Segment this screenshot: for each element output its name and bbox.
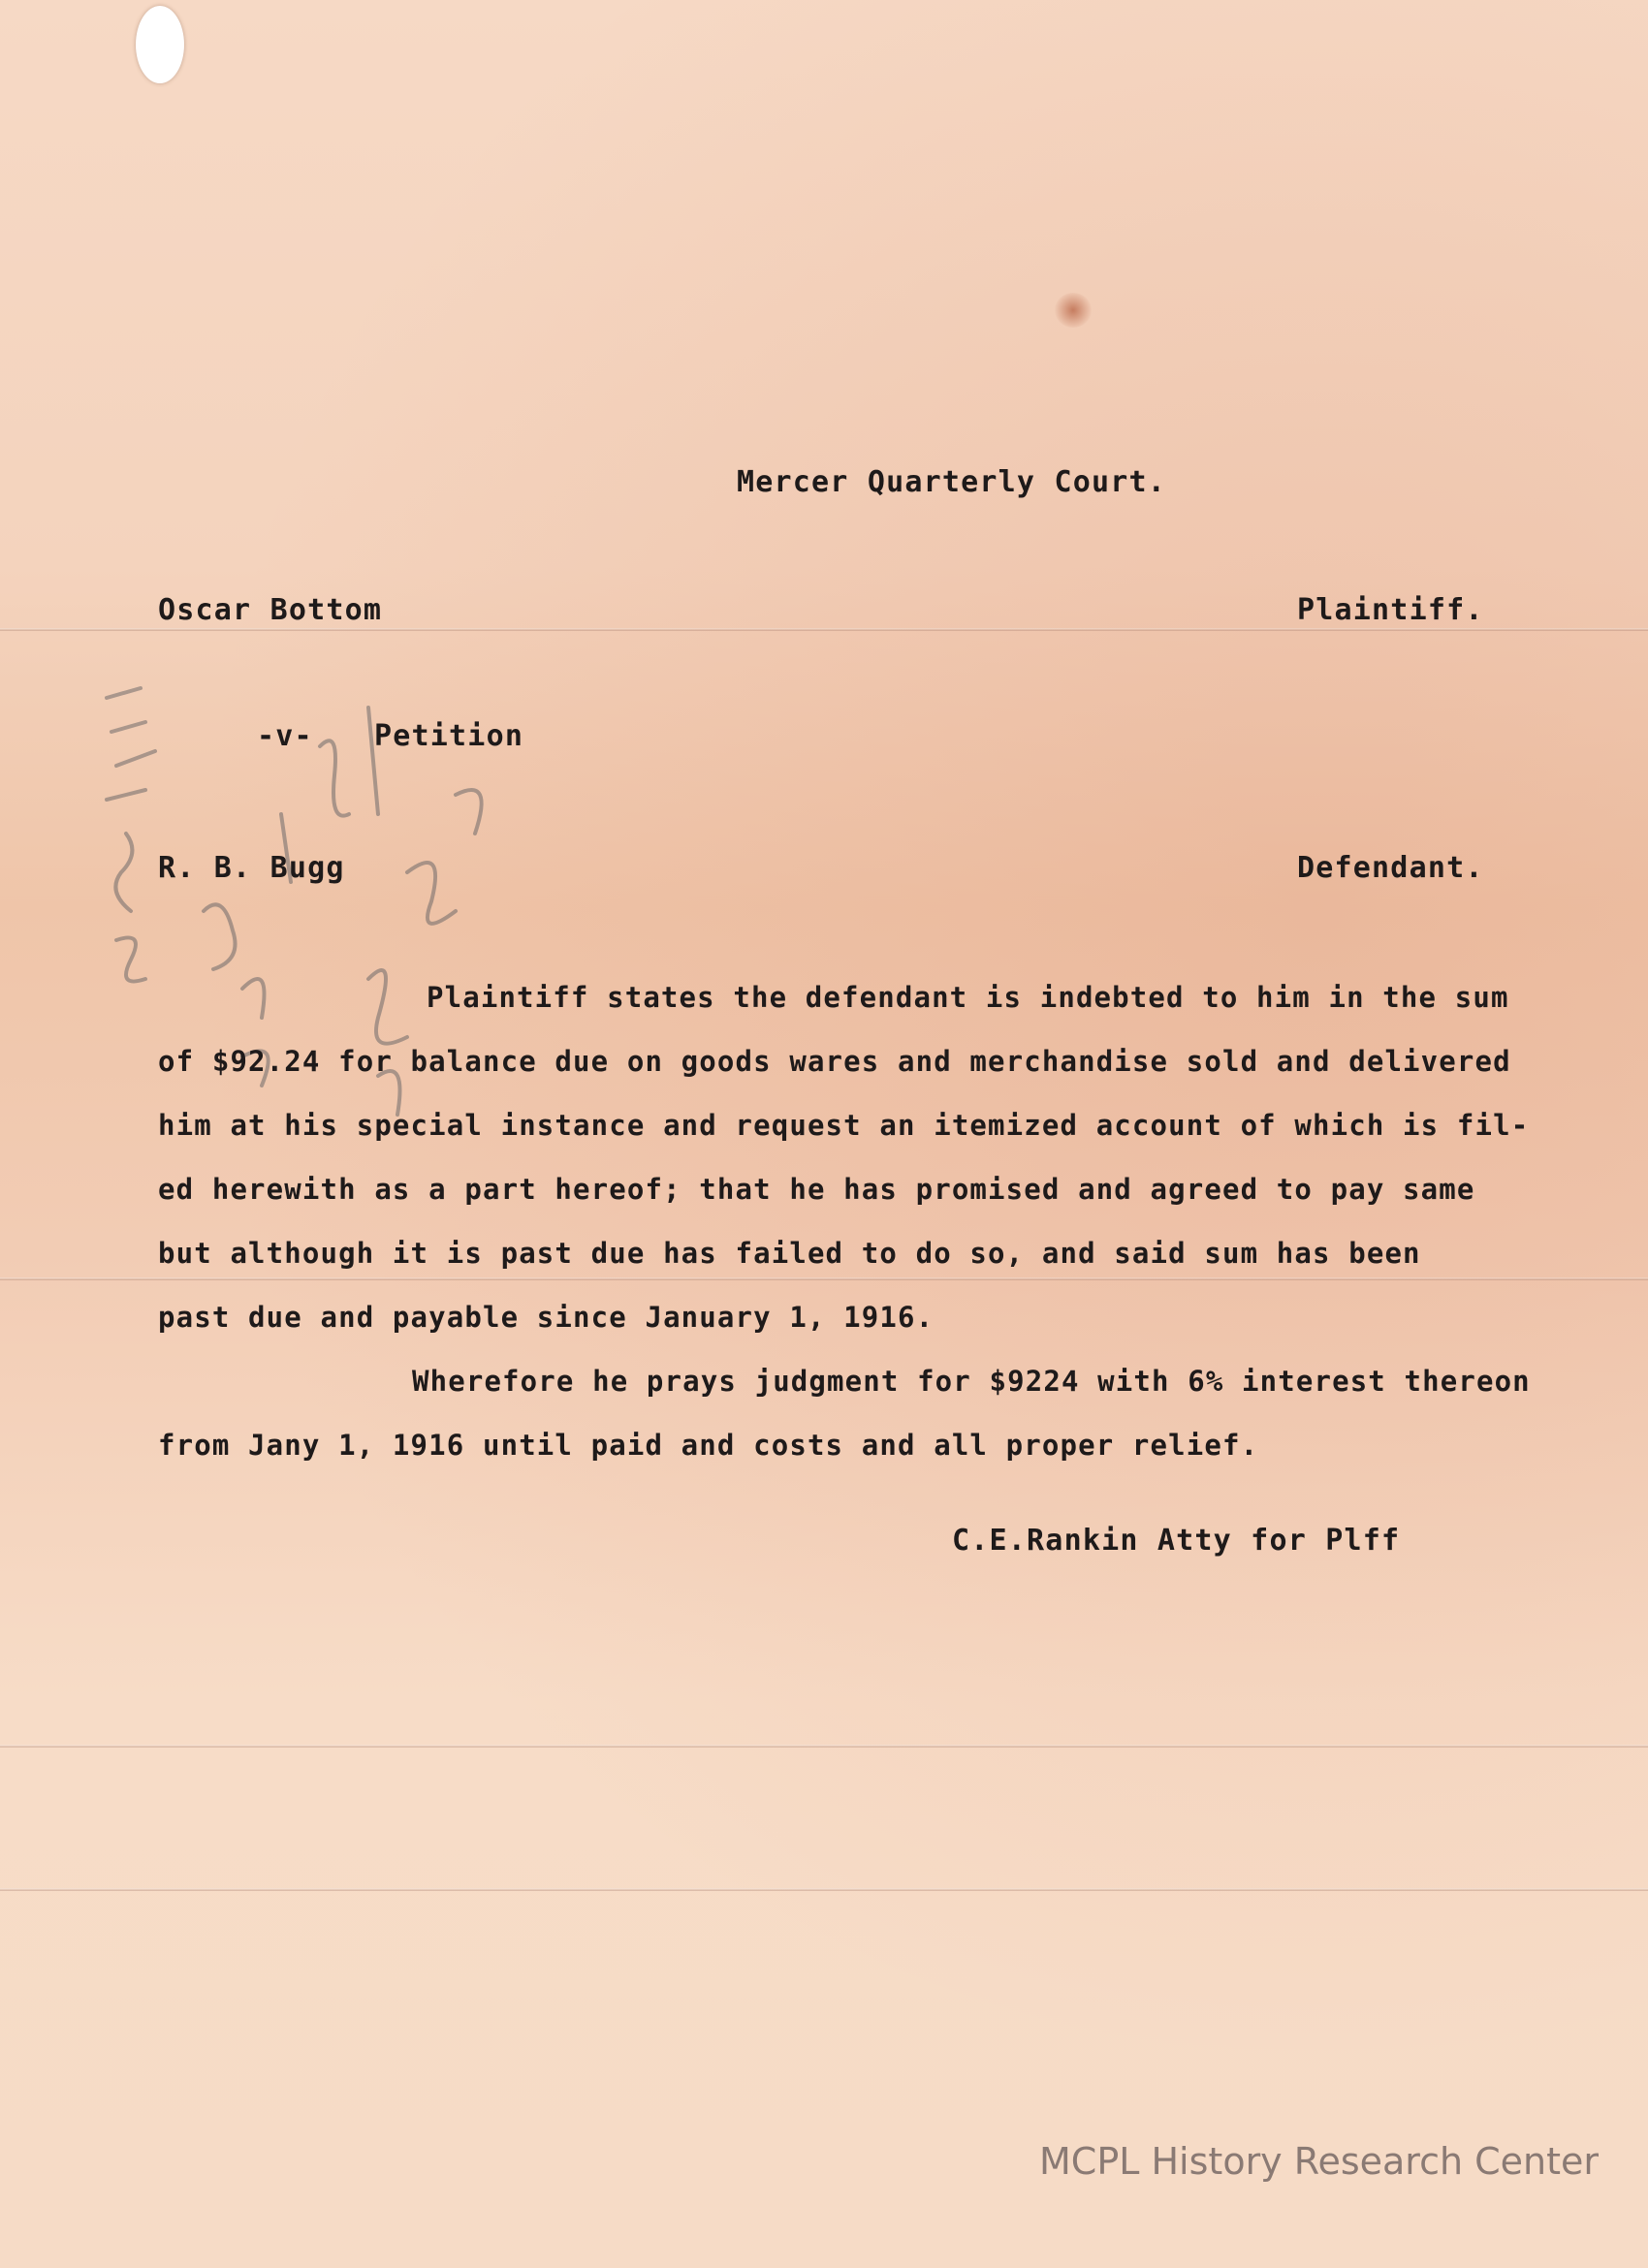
defendant-role: Defendant. xyxy=(1297,851,1484,885)
paper-fold-line xyxy=(0,1745,1648,1748)
body-line: ed herewith as a part hereof; that he has promised and agreed to pay same xyxy=(158,1173,1475,1206)
paper-stain xyxy=(1055,293,1092,328)
document-type: Petition xyxy=(374,719,524,753)
paper-fold-line xyxy=(0,1277,1648,1280)
defendant-name: R. B. Bugg xyxy=(158,851,345,885)
plaintiff-name: Oscar Bottom xyxy=(158,593,383,627)
body-line: past due and payable since January 1, 1916. xyxy=(158,1301,935,1334)
body-line: him at his special instance and request an itemized account of which is fil- xyxy=(158,1109,1530,1142)
court-title: Mercer Quarterly Court. xyxy=(737,465,1167,499)
attorney-signature-line: C.E.Rankin Atty for Plff xyxy=(952,1524,1401,1558)
body-line: but although it is past due has failed to do so, and said sum has been xyxy=(158,1237,1421,1270)
body-line: from Jany 1, 1916 until paid and costs and all proper relief. xyxy=(158,1429,1259,1462)
watermark: MCPL History Research Center xyxy=(1039,2140,1600,2183)
versus-label: -v- xyxy=(257,719,313,753)
paper-fold-line xyxy=(0,628,1648,631)
paper-fold-line xyxy=(0,1888,1648,1891)
plaintiff-role: Plaintiff. xyxy=(1297,593,1484,627)
punch-hole xyxy=(136,6,184,83)
body-line: of $92.24 for balance due on goods wares and merchandise sold and delivered xyxy=(158,1045,1511,1078)
body-line: Plaintiff states the defendant is indebted to him in the sum xyxy=(427,981,1509,1014)
body-line: Wherefore he prays judgment for $9224 with 6% interest thereon xyxy=(412,1365,1531,1398)
